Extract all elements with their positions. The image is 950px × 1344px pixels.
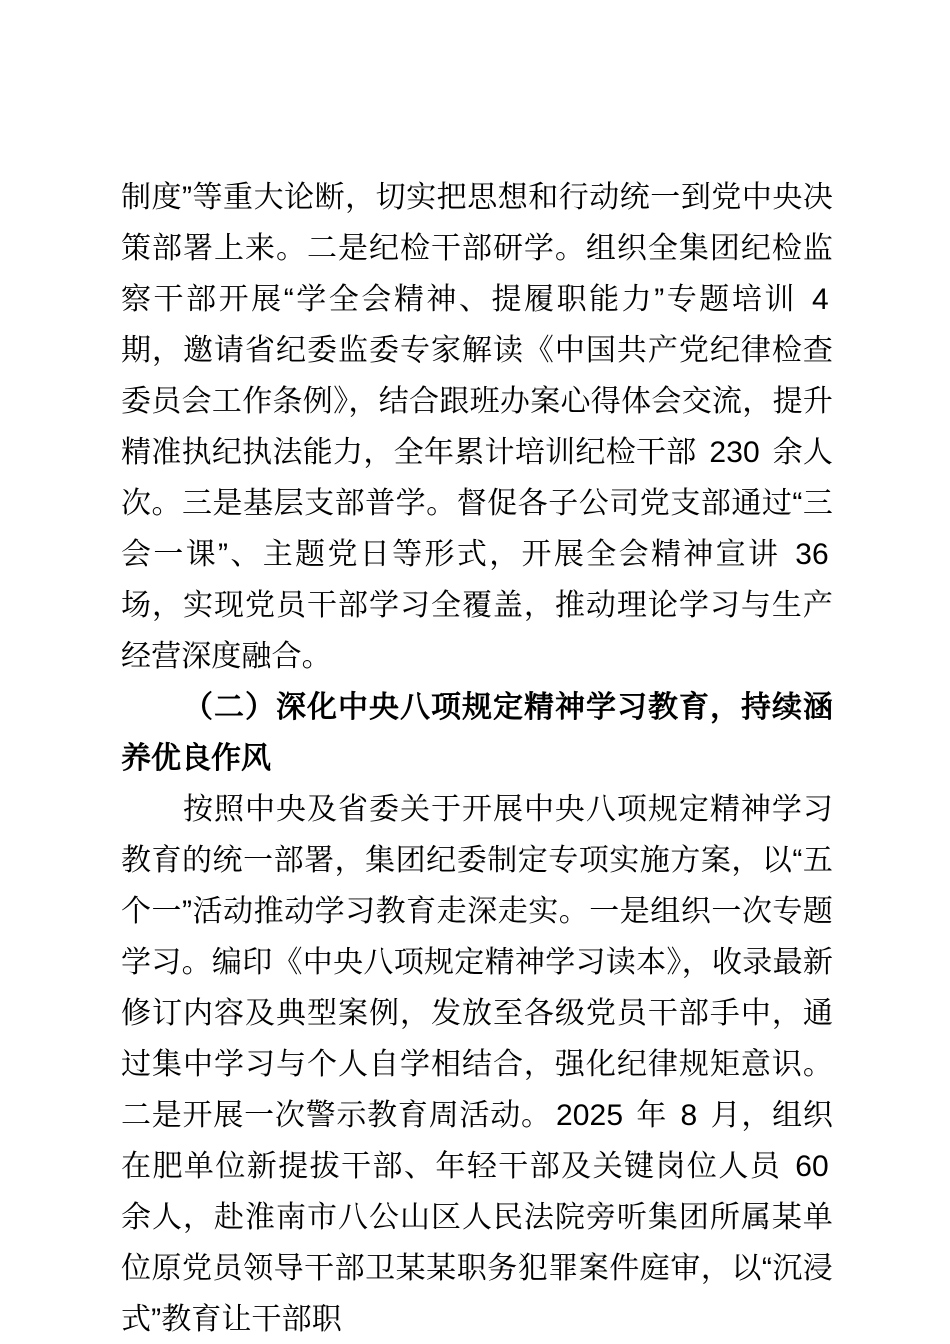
body-paragraph-two: 按照中央及省委关于开展中央八项规定精神学习教育的统一部署，集团纪委制定专项实施方案，以“五个一”活动推动学习教育走深走实。一是组织一次专题学习。编印《中央八项规定精神学习读本》，收录最新修订内容及典型案例，发放至各级党员干部手中，通过集中学习与个人自学相结合，强化纪律规矩意识。二是开展一次警示教育周活动。 2025 年 8 月，组织在肥单位新提拔干部、年轻干部及关键岗位人员 60 余人，赴淮南市八公山区人民法院旁听集团所属某单位原党员领导干部卫某某职务犯罪案件庭审，以“沉浸式”教育让干部职 (121, 793, 833, 1336)
page-text-column (121, 172, 833, 1344)
body-paragraph-continuation: 制度”等重大论断，切实把思想和行动统一到党中央决策部署上来。二是纪检干部研学。组织全集团纪检监察干部开展“学全会精神、提履职能力”专题培训 4 期，邀请省纪委监委专家解读《中国共产党纪律检查委员会工作条例》，结合跟班办案心得体会交流，提升精准执纪执法能力，全年累计培训纪检干部 230 余人次。三是基层支部普学。督促各子公司党支部通过“三会一课”、主题党日等形式，开展全会精神宣讲 36 场，实现党员干部学习全覆盖，推动理论学习与生产经营深度融合。 (121, 181, 833, 673)
section-heading-er: （二）深化中央八项规定精神学习教育，持续涵养优良作风 (121, 691, 833, 775)
